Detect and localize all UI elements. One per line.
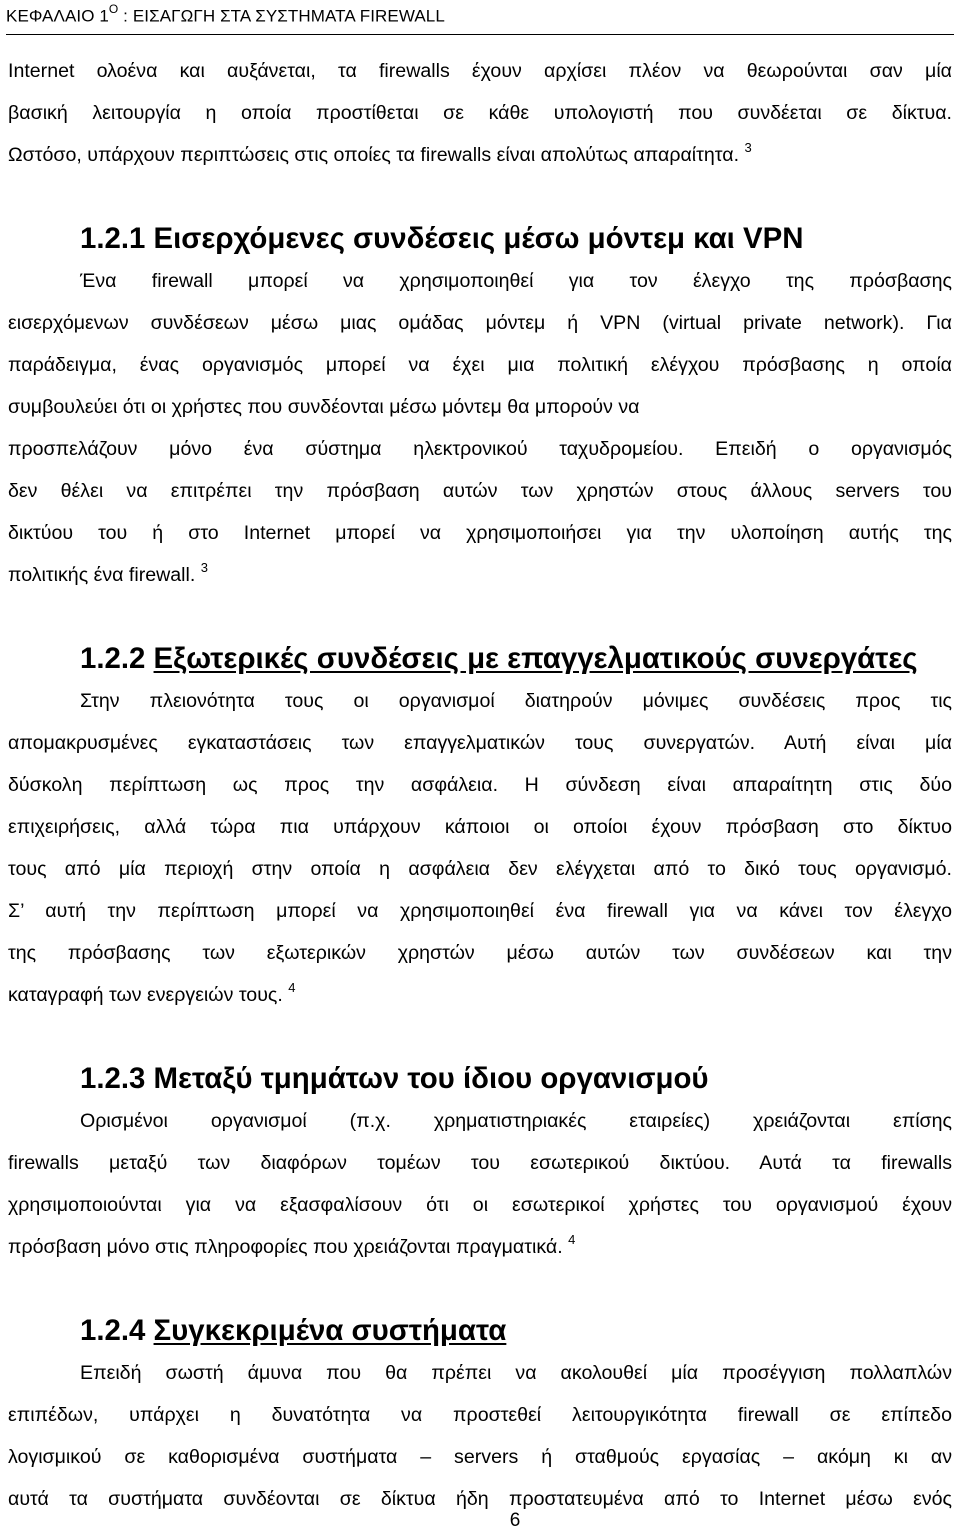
section-heading-1-2-2-text: Εξωτερικές συνδέσεις με επαγγελματικούς συνεργάτες — [153, 642, 918, 675]
section-1-2-1-line: συμβουλεύει ότι οι χρήστες που συνδέονται μέσω μόντεμ θα μπορούν να — [8, 396, 640, 418]
section-heading-1-2-1: 1.2.1 Εισερχόμενες συνδέσεις μέσω μόντεμ και VPN — [80, 222, 804, 255]
intro-line-1: Internet ολοένα και αυξάνεται, τα firewalls έχουν αρχίσει πλέον να θεωρούνται σαν μία — [8, 60, 952, 82]
section-1-2-2-last-line-text: καταγραφή των ενεργειών τους. — [8, 984, 283, 1006]
section-1-2-2-line: της πρόσβασης των εξωτερικών χρηστών μέσω αυτών των συνδέσεων και την — [8, 942, 952, 964]
header-title-superscript: Ο — [108, 2, 119, 16]
section-1-2-2-line: απομακρυσμένες εγκαταστάσεις των επαγγελματικών τους συνεργατών. Αυτή είναι μία — [8, 732, 952, 754]
page-number: 6 — [509, 1510, 521, 1531]
section-1-2-2-line: επιχειρήσεις, αλλά τώρα πια υπάρχουν κάποιοι οι οποίοι έχουν πρόσβαση στο δίκτυο — [8, 816, 952, 838]
footnote-ref: 3 — [200, 560, 208, 575]
section-1-2-1-last-line-text: πολιτικής ένα firewall. — [8, 564, 196, 586]
section-1-2-3-line: χρησιμοποιούνται για να εξασφαλίσουν ότι οι εσωτερικοί χρήστες του οργανισμού έχουν — [8, 1194, 952, 1216]
section-1-2-4-line: λογισμικού σε καθορισμένα συστήματα – servers ή σταθμούς εργασίας – ακόμη κι αν — [8, 1446, 952, 1468]
footnote-ref: 4 — [288, 980, 296, 995]
intro-line-3-text: Ωστόσο, υπάρχουν περιπτώσεις στις οποίες τα firewalls είναι απολύτως απαραίτητα. — [8, 144, 740, 166]
section-1-2-1-line: δικτύου του ή στο Internet μπορεί να χρησιμοποιήσει για την υλοποίηση αυτής της — [8, 522, 952, 544]
section-1-2-1-line: προσπελάζουν μόνο ένα σύστημα ηλεκτρονικού ταχυδρομείου. Επειδή ο οργανισμός — [8, 438, 952, 460]
section-1-2-2-paragraph — [8, 680, 952, 1016]
header-title-prefix: ΚΕΦΑΛΑΙΟ 1 — [6, 6, 109, 26]
section-1-2-4-line: αυτά τα συστήματα συνδέονται σε δίκτυα ήδη προστατευμένα από το Internet μέσω ενός — [8, 1488, 952, 1510]
section-1-2-2-line: τους από μία περιοχή στην οποία η ασφάλεια δεν ελέγχεται από το δικό τους οργανισμό. — [8, 858, 952, 880]
section-1-2-2-first-line: Στην πλειονότητα τους οι οργανισμοί διατηρούν μόνιμες συνδέσεις προς τις — [80, 690, 952, 712]
spacer — [8, 176, 952, 218]
section-1-2-1-line: παράδειγμα, ένας οργανισμός μπορεί να έχει μια πολιτική ελέγχου πρόσβασης η οποία — [8, 354, 952, 376]
section-1-2-3-last-line — [8, 1226, 952, 1268]
header-title-suffix: : ΕΙΣΑΓΩΓΗ ΣΤΑ ΣΥΣΤΗΜΑΤΑ FIREWALL — [118, 6, 445, 26]
intro-paragraph — [8, 50, 952, 176]
section-1-2-1-first-line: Ένα firewall μπορεί να χρησιμοποιηθεί για τον έλεγχο της πρόσβασης — [80, 270, 952, 292]
section-heading-1-2-3: 1.2.3 Μεταξύ τμημάτων του ίδιου οργανισμού — [80, 1062, 709, 1095]
spacer — [8, 1268, 952, 1310]
document-body — [8, 50, 952, 1520]
footnote-ref: 3 — [744, 140, 752, 155]
spacer — [8, 596, 952, 638]
section-1-2-1-line: εισερχόμενων συνδέσεων μέσω μιας ομάδας μόντεμ ή VPN (virtual private network). Για — [8, 312, 952, 334]
section-1-2-2-last-line — [8, 974, 952, 1016]
section-1-2-3-last-line-text: πρόσβαση μόνο στις πληροφορίες που χρειάζονται πραγματικά. — [8, 1236, 563, 1258]
section-heading-1-2-4-text: Συγκεκριμένα συστήματα — [153, 1314, 507, 1347]
section-1-2-4-first-line: Επειδή σωστή άμυνα που θα πρέπει να ακολουθεί μία προσέγγιση πολλαπλών — [80, 1362, 952, 1384]
section-1-2-4-line: επιπέδων, υπάρχει η δυνατότητα να προστεθεί λειτουργικότητα firewall σε επίπεδο — [8, 1404, 952, 1426]
footnote-ref: 4 — [568, 1232, 576, 1247]
section-1-2-3-paragraph — [8, 1100, 952, 1268]
section-1-2-3-line: firewalls μεταξύ των διαφόρων τομέων του εσωτερικού δικτύου. Αυτά τα firewalls — [8, 1152, 952, 1174]
section-heading-1-2-4 — [8, 1310, 952, 1352]
section-1-2-1-last-line — [8, 554, 952, 596]
intro-line-2: βασική λειτουργία η οποία προστίθεται σε κάθε υπολογιστή που συνδέεται σε δίκτυα. — [8, 102, 952, 124]
section-1-2-1-line: δεν θέλει να επιτρέπει την πρόσβαση αυτών των χρηστών στους άλλους servers του — [8, 480, 952, 502]
section-1-2-1-paragraph — [8, 260, 952, 596]
intro-line-3 — [8, 134, 952, 176]
header-divider — [6, 34, 954, 35]
section-heading-1-2-4-number: 1.2.4 — [80, 1314, 154, 1347]
section-1-2-2-line: Σ’ αυτή την περίπτωση μπορεί να χρησιμοποιηθεί ένα firewall για να κάνει τον έλεγχο — [8, 900, 952, 922]
section-1-2-3-first-line: Ορισμένοι οργανισμοί (π.χ. χρηματιστηριακές εταιρείες) χρειάζονται επίσης — [80, 1110, 952, 1132]
section-heading-1-2-2-number: 1.2.2 — [80, 642, 154, 675]
section-1-2-4-paragraph — [8, 1352, 952, 1520]
page-header — [6, 4, 445, 27]
spacer — [8, 1016, 952, 1058]
section-heading-1-2-2 — [8, 638, 952, 680]
section-1-2-2-line: δύσκολη περίπτωση ως προς την ασφάλεια. Η σύνδεση είναι απαραίτητη στις δύο — [8, 774, 952, 796]
